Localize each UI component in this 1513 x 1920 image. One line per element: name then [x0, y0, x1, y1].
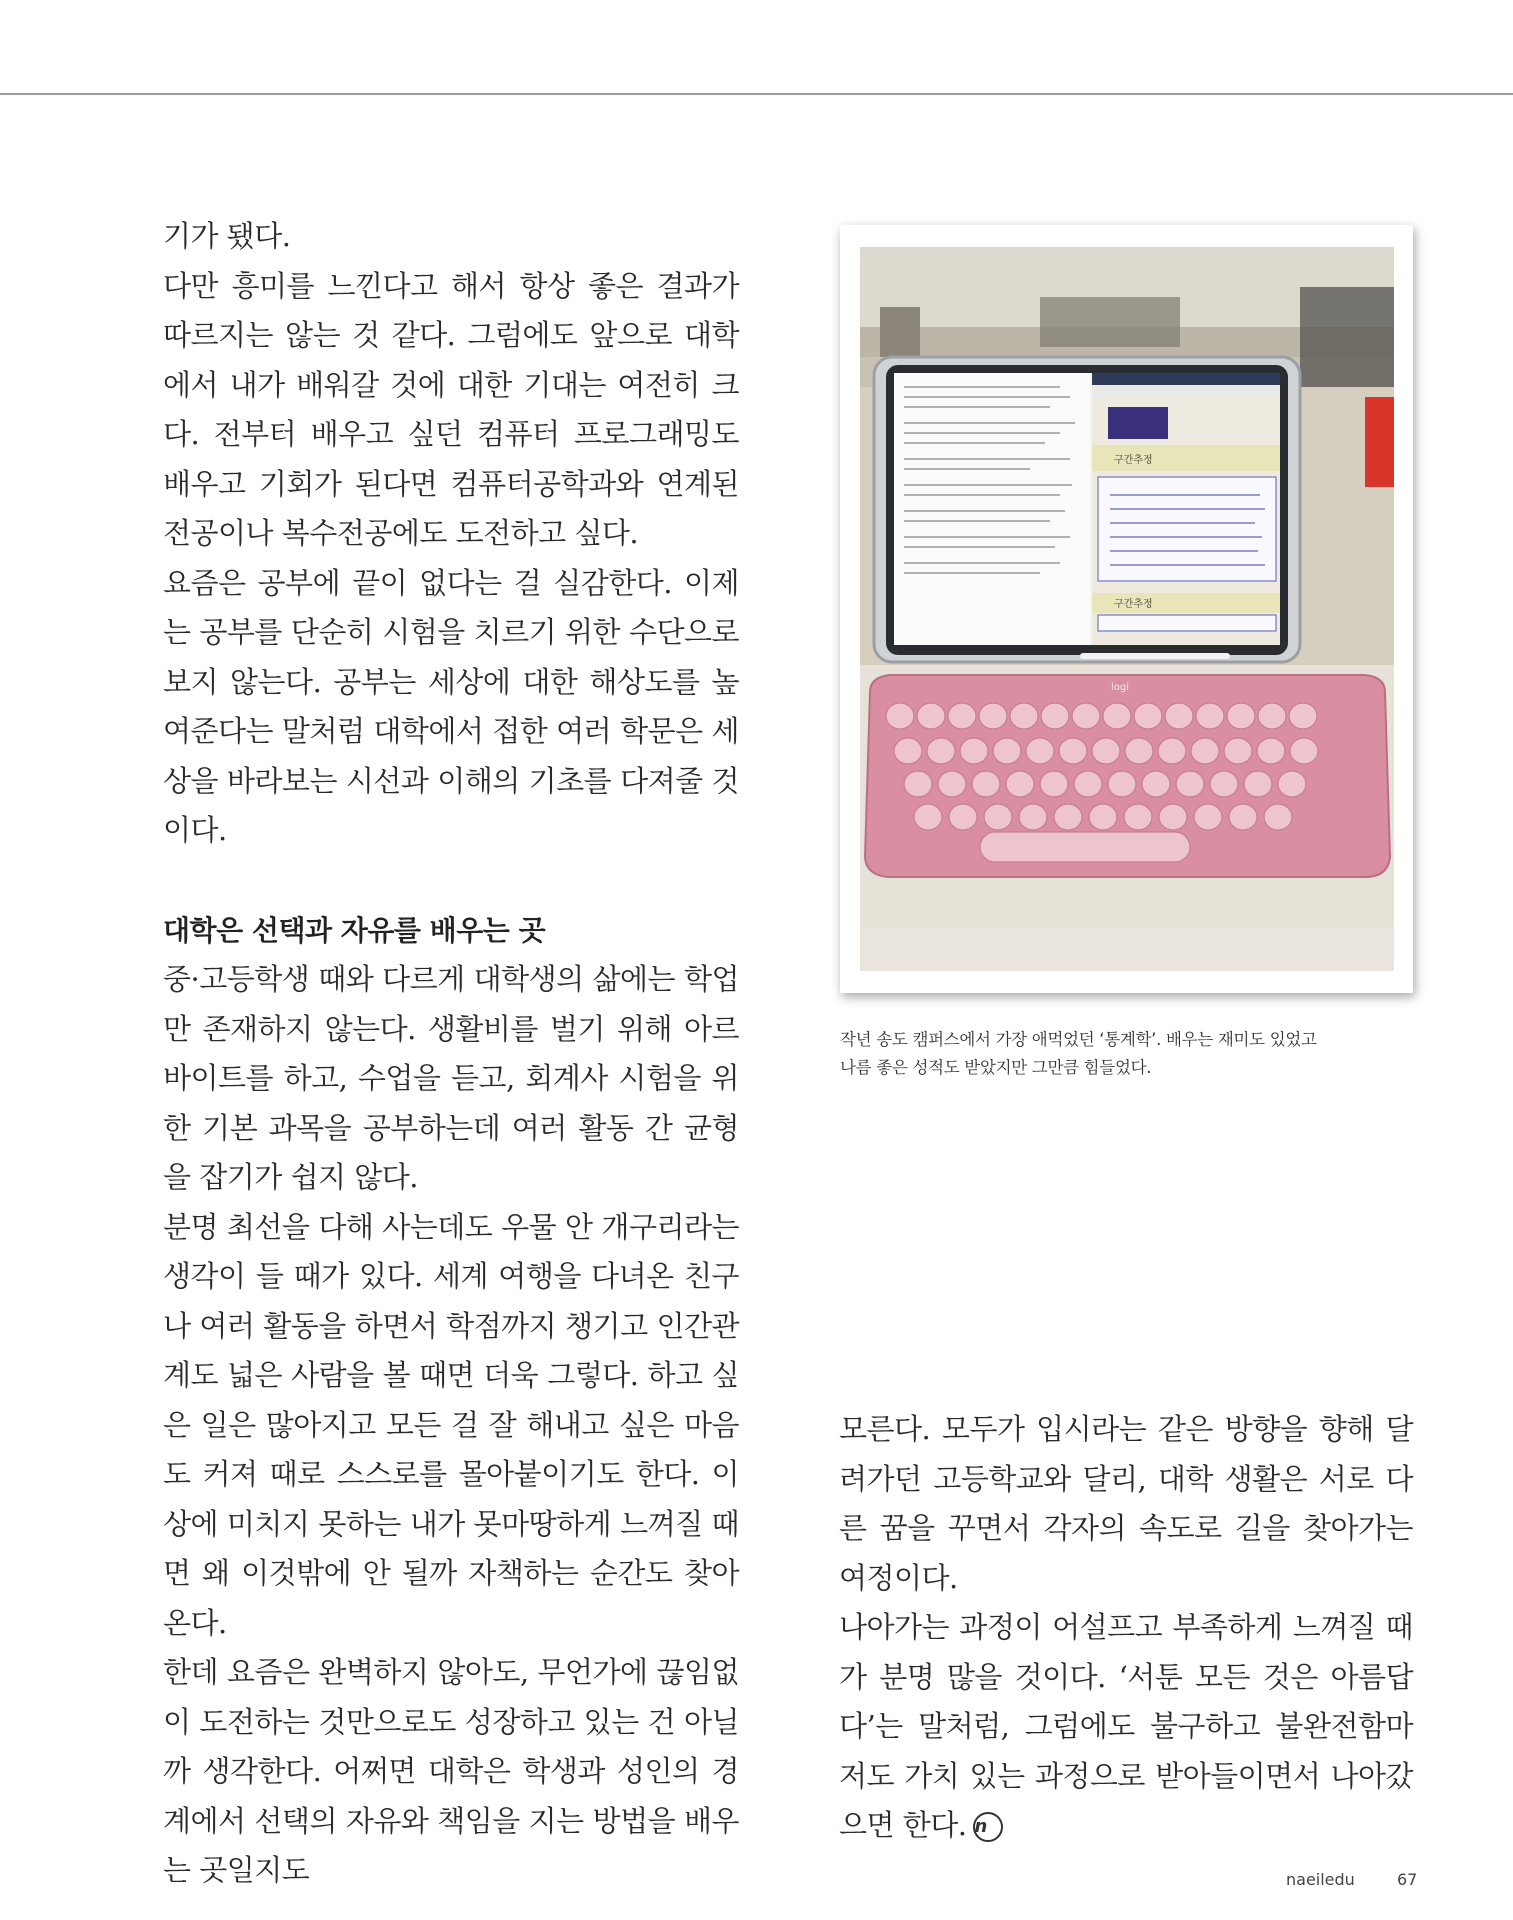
keyboard-key [1158, 738, 1186, 764]
keyboard-key [904, 771, 932, 797]
keyboard-key [993, 738, 1021, 764]
keyboard-key [1124, 804, 1152, 830]
keyboard-key [1165, 703, 1193, 729]
left-column [163, 212, 739, 1896]
paragraph [839, 1603, 1413, 1851]
paragraph: 분명 최선을 다해 사는데도 우물 안 개구리라는 생각이 들 때가 있다. 세계 여행을 다녀온 친구나 여러 활동을 하면서 학점까지 챙기고 인간관계도 넓은 사람을 볼 때면 더욱 그렇다. 하고 싶은 일은 많아지고 모든 걸 잘 해내고 싶은 마음도 커져 때로 스스로를 몰아붙이기도 한다. 이상에 미치지 못하는 내가 못마땅하게 느껴질 때면 왜 이것밖에 안 될까 자책하는 순간도 찾아온다. [163, 1209, 739, 1640]
keyboard-key [1072, 703, 1100, 729]
keyboard-key [1142, 771, 1170, 797]
right-column [839, 1405, 1413, 1851]
keyboard-key [1278, 771, 1306, 797]
keyboard-key [1194, 804, 1222, 830]
paragraph: 기가 됐다. [163, 219, 291, 253]
keyboard-key [1134, 703, 1162, 729]
keyboard-key [1210, 771, 1238, 797]
keyboard-key [1257, 738, 1285, 764]
keyboard-key [1196, 703, 1224, 729]
keyboard-key [960, 738, 988, 764]
keyboard-spacebar [980, 832, 1190, 862]
tablet-keyboard-photo [860, 247, 1394, 971]
keyboard-key [1054, 804, 1082, 830]
keyboard-key [1092, 738, 1120, 764]
paragraph: 한데 요즘은 완벽하지 않아도, 무언가에 끊임없이 도전하는 것만으로도 성장하고 있는 건 아닐까 생각한다. 어쩌면 대학은 학생과 성인의 경계에서 선택의 자유와 책임을 지는 방법을 배우는 곳일지도 [163, 1655, 739, 1887]
keyboard-key [1026, 738, 1054, 764]
keyboard-key [1290, 738, 1318, 764]
tablet-label-2: 구간추정 [1114, 599, 1153, 610]
keyboard-key [917, 703, 945, 729]
keyboard-key [948, 703, 976, 729]
caption-line: 작년 송도 캠퍼스에서 가장 애먹었던 ‘통계학’. 배우는 재미도 있었고 [840, 1030, 1317, 1049]
keyboard-key [979, 703, 1007, 729]
keyboard-key [1229, 804, 1257, 830]
keyboard-key [1159, 804, 1187, 830]
keyboard-key [938, 771, 966, 797]
photo-frame [840, 225, 1413, 993]
tablet-label-1: 구간추정 [1114, 455, 1153, 466]
top-divider [0, 93, 1513, 95]
keyboard-key [1089, 804, 1117, 830]
keyboard-key [1176, 771, 1204, 797]
keyboard-key [1125, 738, 1153, 764]
paragraph: 요즘은 공부에 끝이 없다는 걸 실감한다. 이제는 공부를 단순히 시험을 치르기 위한 수단으로 보지 않는다. 공부는 세상에 대한 해상도를 높여준다는 말처럼 대학에서 접한 여러 학문은 세상을 바라보는 시선과 이해의 기초를 다져줄 것이다. [163, 565, 739, 847]
keyboard-logo: logi [1110, 682, 1130, 693]
keyboard-key [1244, 771, 1272, 797]
paragraph: 다만 흥미를 느낀다고 해서 항상 좋은 결과가 따르지는 않는 것 같다. 그럼에도 앞으로 대학에서 내가 배워갈 것에 대한 기대는 여전히 크다. 전부터 배우고 싶던 컴퓨터 프로그래밍도 배우고 기회가 된다면 컴퓨터공학과와 연계된 전공이나 복수전공에도 도전하고 싶다. [163, 268, 739, 550]
keyboard-key [949, 804, 977, 830]
footer-brand: naeiledu [1286, 1870, 1355, 1889]
keyboard-key [1224, 738, 1252, 764]
keyboard-key [984, 804, 1012, 830]
keyboard-key [1227, 703, 1255, 729]
keyboard-key [1041, 703, 1069, 729]
keyboard-key [1258, 703, 1286, 729]
keyboard-key [894, 738, 922, 764]
paragraph: 중·고등학생 때와 다르게 대학생의 삶에는 학업만 존재하지 않는다. 생활비를 벌기 위해 아르바이트를 하고, 수업을 듣고, 회계사 시험을 위한 기본 과목을 공부하는데 여러 활동 간 균형을 잡기가 쉽지 않다. [163, 962, 739, 1194]
keyboard-key [1108, 771, 1136, 797]
section-heading: 대학은 선택과 자유를 배우는 곳 [163, 913, 546, 947]
paragraph: 모른다. 모두가 입시라는 같은 방향을 향해 달려가던 고등학교와 달리, 대학 생활은 서로 다른 꿈을 꾸면서 각자의 속도로 길을 찾아가는 여정이다. [839, 1412, 1413, 1595]
keyboard-key [1019, 804, 1047, 830]
keyboard-key [1040, 771, 1068, 797]
keyboard-key [972, 771, 1000, 797]
keyboard-key [1191, 738, 1219, 764]
keyboard-key [1006, 771, 1034, 797]
keyboard-key [914, 804, 942, 830]
caption-line: 나름 좋은 성적도 받았지만 그만큼 힘들었다. [840, 1058, 1152, 1077]
keyboard-key [1010, 703, 1038, 729]
keyboard-key [1074, 771, 1102, 797]
keyboard-key [1289, 703, 1317, 729]
keyboard-key [927, 738, 955, 764]
keyboard-key [1059, 738, 1087, 764]
keyboard-key [886, 703, 914, 729]
photo-caption [840, 1026, 1440, 1082]
paragraph-text: 나아가는 과정이 어설프고 부족하게 느껴질 때가 분명 많을 것이다. ‘서툰 모든 것은 아름답다’는 말처럼, 그럼에도 불구하고 불완전함마저도 가치 있는 과정으로 받아들이면서 나아갔으면 한다. [839, 1610, 1413, 1842]
end-mark-icon: n [973, 1812, 1003, 1842]
page-number: 67 [1397, 1870, 1418, 1889]
keyboard-key [1103, 703, 1131, 729]
keyboard-key [1264, 804, 1292, 830]
